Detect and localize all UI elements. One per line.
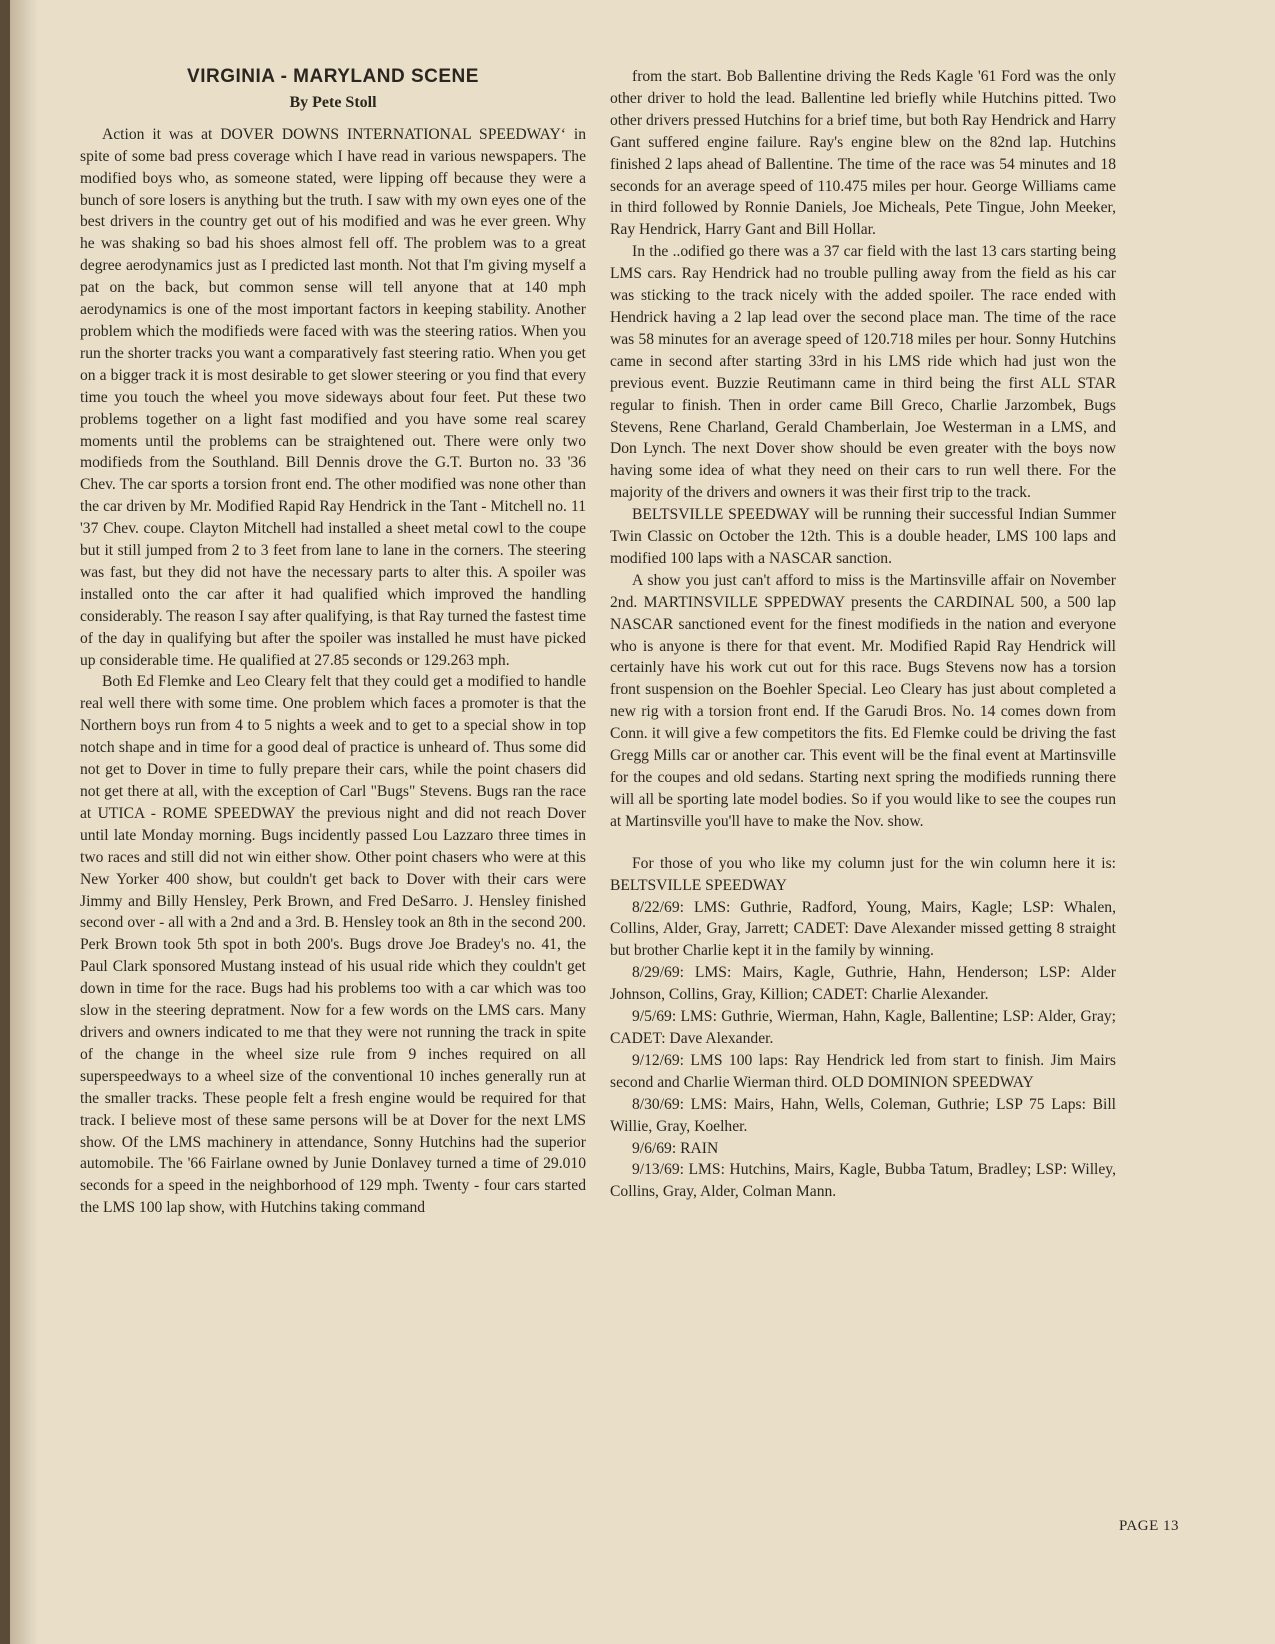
article-paragraph: A show you just can't afford to miss is the Martinsville affair on November 2nd. MARTINSVILLE SPPEDWAY presents the CARDINAL 500, a 500 lap NASCAR sanctioned event for the finest modifieds in the nation and everyone who is anyone is there for that event. Mr. Modified Rapid Ray Hendrick will certainly have his work cut out for this race. Bugs Stevens now has a torsion front suspension on the Boehler Special. Leo Cleary has just about completed a new rig with a torsion front end. If the Garudi Bros. No. 14 comes down from Conn. it will give a few competitors the fits. Ed Flemke could be driving the fast Gregg Mills car or another car. This event will be the final event at Martinsville for the coupes and old sedans. Starting next spring the modifieds running there will all be sporting late model bodies. So if you would like to see the coupes run at Martinsville you'll have to make the Nov. show. bbox=[610, 571, 1116, 830]
page-number: PAGE 13 bbox=[1118, 1518, 1179, 1534]
results-entry: 8/22/69: LMS: Guthrie, Radford, Young, Mairs, Kagle; LSP: Whalen, Collins, Alder, Gray, Jarrett; CADET: Dave Alexander missed getting 8 straight but brother Charlie kept it in the family by winning. bbox=[610, 898, 1116, 960]
results-entry: 8/29/69: LMS: Mairs, Kagle, Guthrie, Hahn, Henderson; LSP: Alder Johnson, Collins, Gray, Killion; CADET: Charlie Alexander. bbox=[610, 964, 1116, 1004]
article-byline: By Pete Stoll bbox=[289, 93, 377, 111]
article-paragraph: from the start. Bob Ballentine driving the Reds Kagle '61 Ford was the only other driver to hold the lead. Ballentine led briefly while Hutchins pitted. Two other drivers pressed Hutchins for a brief time, but both Ray Hendrick and Harry Gant suffered engine failure. Ray's engine blew on the 82nd lap. Hutchins finished 2 laps ahead of Ballentine. The time of the race was 54 minutes and 18 seconds for an average speed of 110.475 miles per hour. George Williams came in third followed by Ronnie Daniels, Joe Micheals, Pete Tingue, John Meeker, Ray Hendrick, Harry Gant and Bill Hollar. bbox=[610, 68, 1116, 239]
results-entry: 9/12/69: LMS 100 laps: Ray Hendrick led from start to finish. Jim Mairs second and Charlie Wierman third. OLD DOMINION SPEEDWAY bbox=[610, 1051, 1116, 1091]
results-intro: For those of you who like my column just for the win column here it is: BELTSVILLE SPEEDWAY bbox=[610, 854, 1116, 894]
results-entry: 9/13/69: LMS: Hutchins, Mairs, Kagle, Bubba Tatum, Bradley; LSP: Willey, Collins, Gray, Alder, Colman Mann. bbox=[610, 1161, 1116, 1201]
article-paragraph: BELTSVILLE SPEEDWAY will be running their successful Indian Summer Twin Classic on October the 12th. This is a double header, LMS 100 laps and modified 100 laps with a NASCAR sanction. bbox=[610, 506, 1116, 567]
results-entry: 8/30/69: LMS: Mairs, Hahn, Wells, Coleman, Guthrie; LSP 75 Laps: Bill Willie, Gray, Koelher. bbox=[610, 1095, 1116, 1135]
right-column bbox=[610, 66, 1116, 1203]
results-entry: 9/5/69: LMS: Guthrie, Wierman, Hahn, Kagle, Ballentine; LSP: Alder, Gray; CADET: Dave Alexander. bbox=[610, 1008, 1116, 1047]
results-entry: 9/6/69: RAIN bbox=[632, 1139, 719, 1157]
article-paragraph: Both Ed Flemke and Leo Cleary felt that they could get a modified to handle real well there with some time. One problem which faces a promoter is that the Northern boys run from 4 to 5 nights a week and to get to a special show in top notch shape and in time for a good deal of practice is unheard of. Thus some did not get to Dover in time to fully prepare their cars, while the point chasers did not get there at all, with the exception of Carl "Bugs" Stevens. Bugs ran the race at UTICA - ROME SPEEDWAY the previous night and did not reach Dover until late Monday morning. Bugs incidently passed Lou Lazzaro three times in two races and still did not win either show. Other point chasers who were at this New Yorker 400 show, but couldn't get back to Dover with their cars were Jimmy and Billy Hensley, Perk Brown, and Fred DeSarro. J. Hensley finished second over - all with a 2nd and a 3rd. B. Hensley took an 8th in the second 200. Perk Brown took 5th spot in both 200's. Bugs drove Joe Bradey's no. 41, the Paul Clark sponsored Mustang instead of his usual ride which they couldn't get down in time for the race. Bugs had his problems too with a car which was too slow in the steering depratment. Now for a few words on the LMS cars. Many drivers and owners indicated to me that they were not running the track in spite of the change in the wheel size rule from 9 inches required on all superspeedways to a wheel size of the conventional 10 inches generally run at the smaller tracks. These people felt a fresh engine would be required for that track. I believe most of these same persons will be at Dover for the next LMS show. Of the LMS machinery in attendance, Sonny Hutchins had the superior automobile. The '66 Fairlane owned by Junie Donlavey turned a time of 29.010 seconds for a speed in the neighborhood of 129 mph. Twenty - four cars started the LMS 100 lap show, with Hutchins taking command bbox=[80, 673, 586, 1217]
article-paragraph: In the ..odified go there was a 37 car field with the last 13 cars starting being LMS cars. Ray Hendrick had no trouble pulling away from the field as his car was sticking to the track nicely with the added spoiler. The race ended with Hendrick having a 2 lap lead over the second place man. The time of the race was 58 minutes for an average speed of 120.718 miles per hour. Sonny Hutchins came in second after starting 33rd in his LMS ride which had just won the previous event. Buzzie Reutimann came in third being the first ALL STAR regular to finish. Then in order came Bill Greco, Charlie Jarzombek, Bugs Stevens, Rene Charland, Gerald Chamberlain, Joe Westerman in a LMS, and Don Lynch. The next Dover show should be even greater with the boys now having some idea of what they need on their cars to run well there. For the majority of the drivers and owners it was their first trip to the track. bbox=[610, 243, 1116, 502]
left-column bbox=[80, 66, 586, 1219]
article-paragraph: Action it was at DOVER DOWNS INTERNATIONAL SPEEDWAY‘ in spite of some bad press coverage which I have read in various newspapers. The modified boys who, as someone stated, were lipping off because they were a bunch of sore losers is anything but the truth. I saw with my own eyes one of the best drivers in the country get out of his modified and was he ever green. Why he was shaking so bad his shoes almost fell off. The problem was to a great degree aerodynamics just as I predicted last month. Not that I'm giving myself a pat on the back, but common sense will tell anyone that at 140 mph aerodynamics is one of the most important factors in keeping stability. Another problem which the modifieds were faced with was the steering ratios. When you run the shorter tracks you want a comparatively fast steering ratio. When you get on a bigger track it is most desirable to get slower steering or you find that every time you touch the wheel you move sideways about four feet. Put these two problems together on a light fast modified and you have some real scarey moments until the problems can be straightened out. There were only two modifieds from the Southland. Bill Dennis drove the G.T. Burton no. 33 '36 Chev. The car sports a torsion front end. The other modified was none other than the car driven by Mr. Modified Rapid Ray Hendrick in the Tant - Mitchell no. 11 '37 Chev. coupe. Clayton Mitchell had installed a sheet metal cowl to the coupe but it still jumped from 2 to 3 feet from lane to lane in the corners. The steering was fast, but they did not have the necessary parts to alter this. A spoiler was installed onto the car after it had qualified which improved the handling considerably. The reason I say after qualifying, is that Ray turned the fastest time of the day in qualifying but after the spoiler was installed he must have picked up considerable time. He qualified at 27.85 seconds or 129.263 mph. bbox=[80, 125, 586, 669]
magazine-page bbox=[10, 0, 1275, 1644]
article-title: VIRGINIA - MARYLAND SCENE bbox=[187, 66, 479, 87]
